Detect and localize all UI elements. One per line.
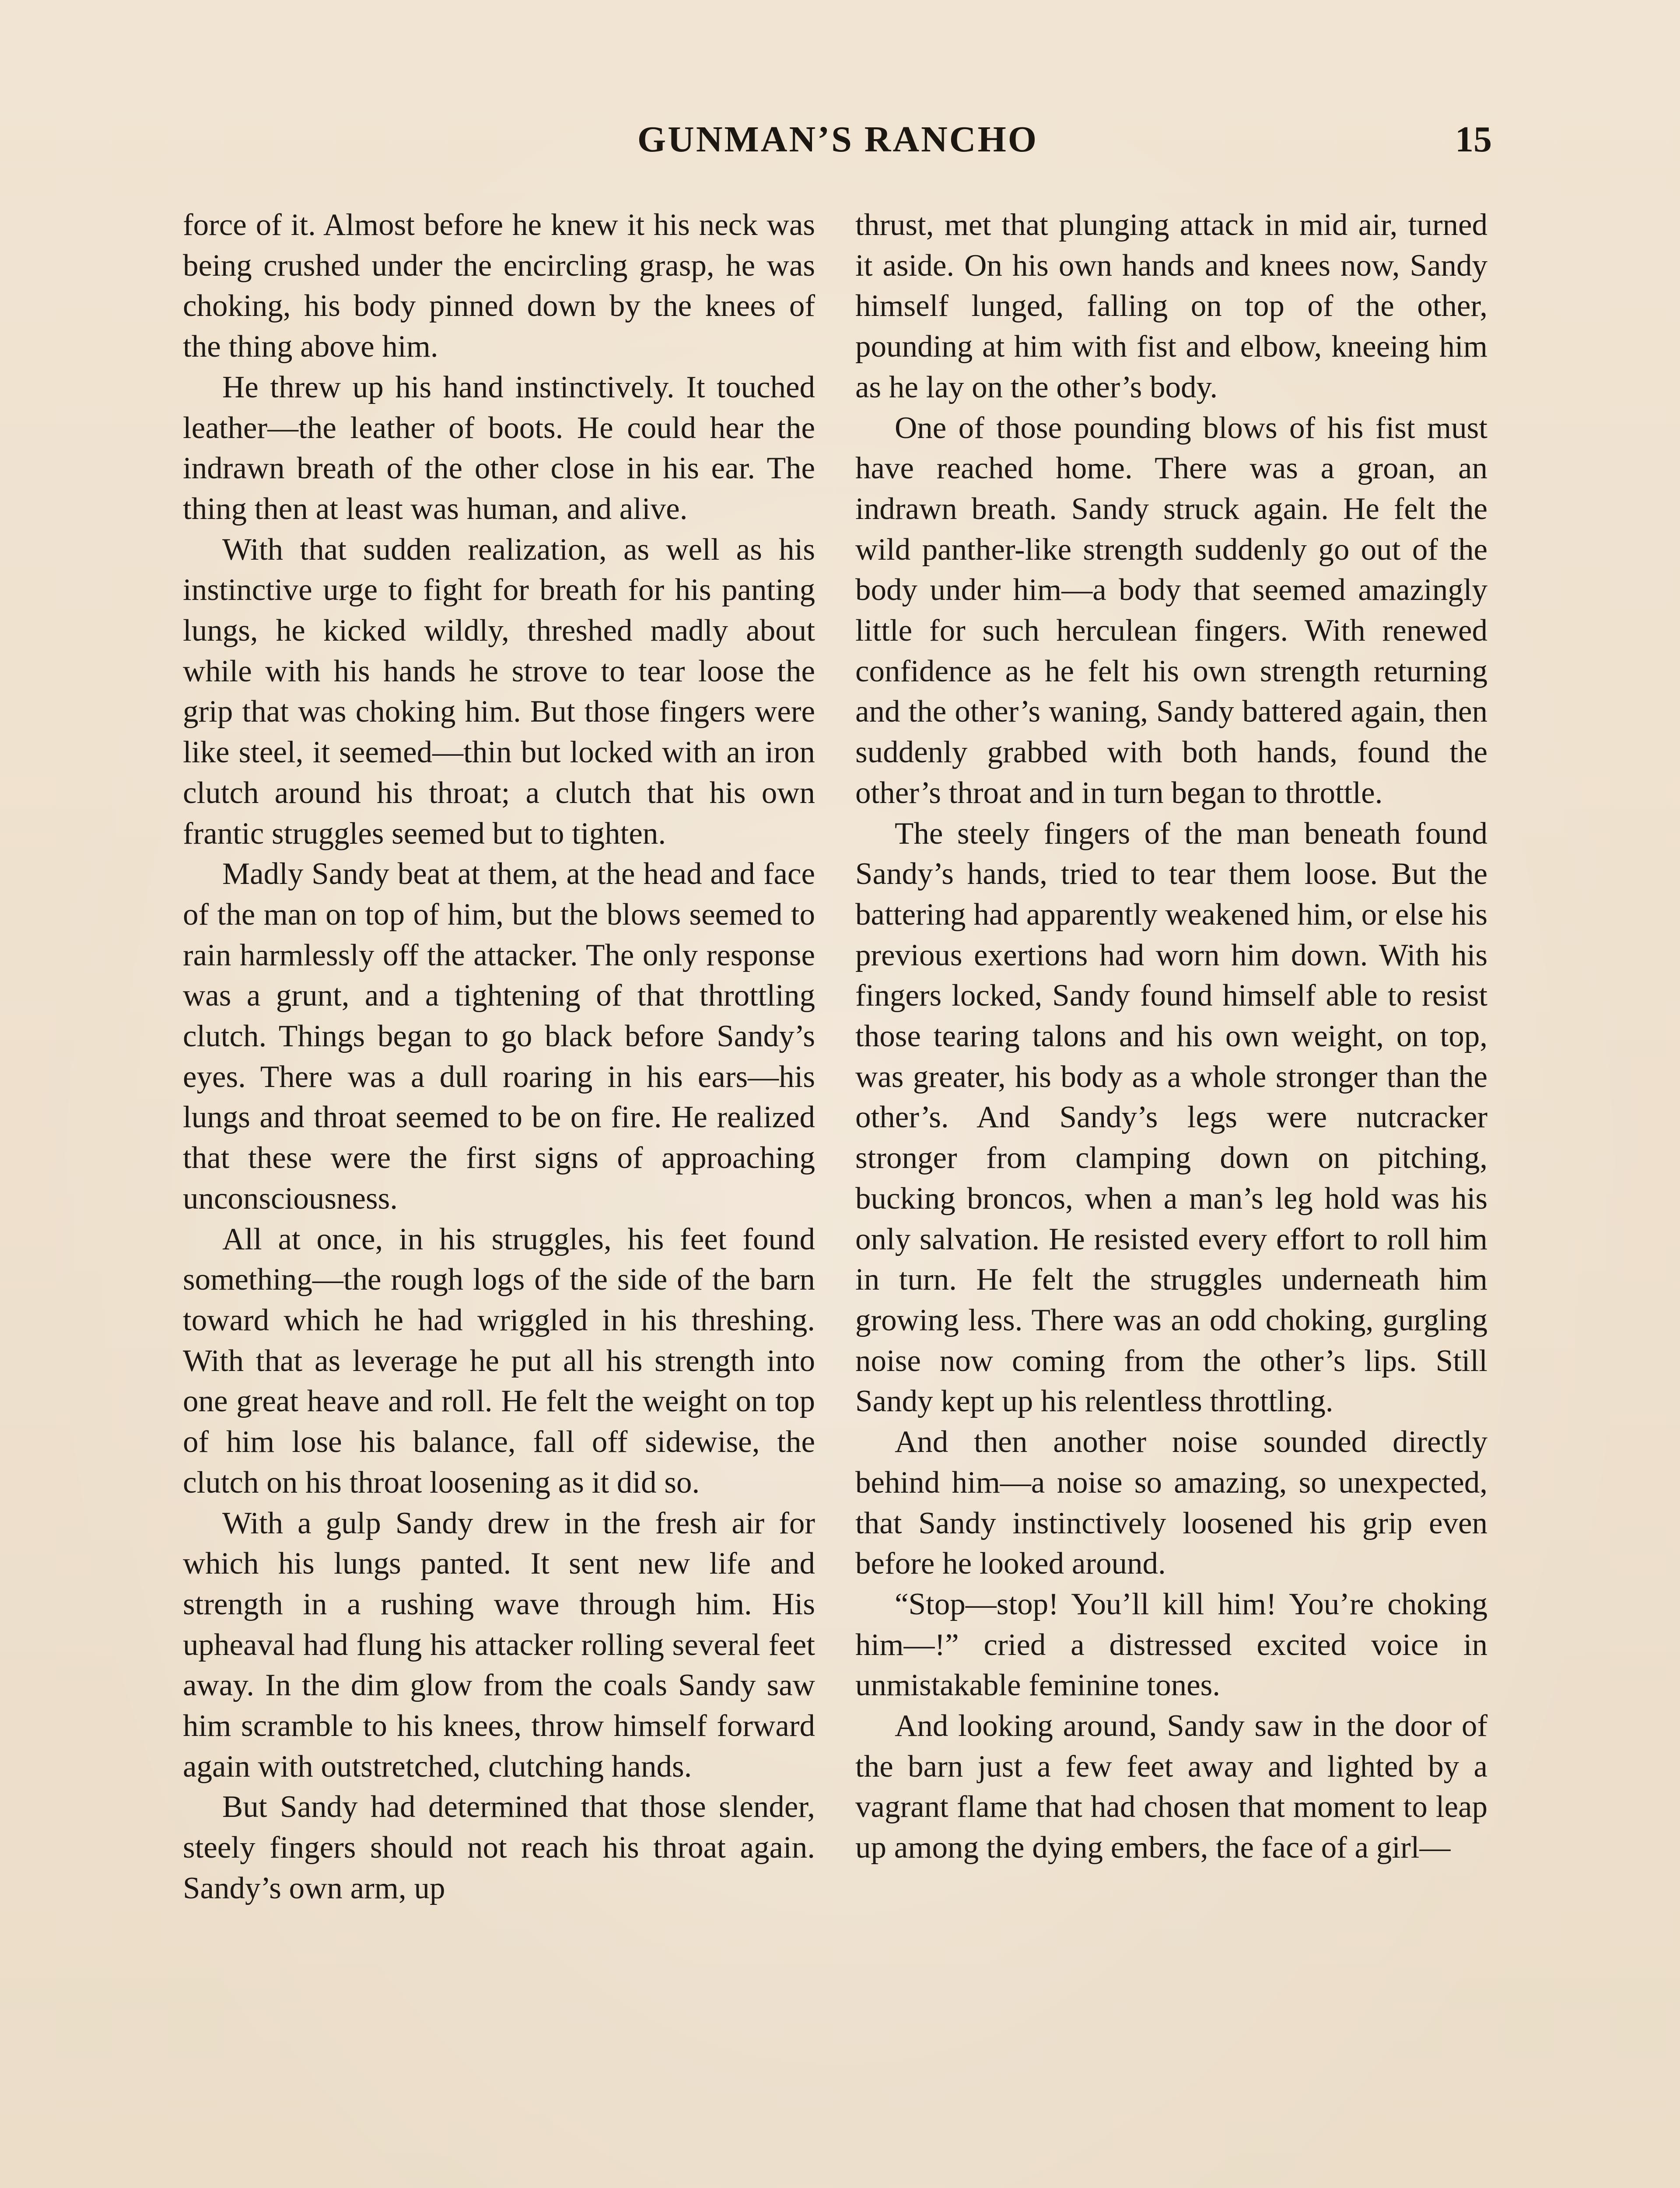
running-title: GUNMAN’S RANCHO	[637, 119, 1039, 160]
right-column	[855, 205, 1488, 1868]
paragraph: And looking around, Sandy saw in the door of the barn just a few feet away and lighted by a vagrant flame that had chosen that moment to leap up among the dying embers, the face of a girl—	[855, 1709, 1488, 1865]
paragraph: And then another noise sounded directly behind him—a noise so amazing, so unexpected, that Sandy instinctively loosened his grip even before he looked around.	[855, 1425, 1488, 1581]
paragraph: One of those pounding blows of his fist must have reached home. There was a groan, an indrawn breath. Sandy struck again. He felt the wild panther-like strength suddenly go out of the body under him—a body that seemed amazingly little for such herculean fingers. With renewed confidence as he felt his own strength returning and the other’s waning, Sandy battered again, then suddenly grabbed with both hands, found the other’s throat and in turn began to throttle.	[855, 410, 1488, 810]
paragraph: With that sudden realization, as well as his instinctive urge to fight for breath for his panting lungs, he kicked wildly, threshed madly about while with his hands he strove to tear loose the grip that was choking him. But those fingers were like steel, it seemed—thin but locked with an iron clutch around his throat; a clutch that his own frantic struggles seemed but to tighten.	[183, 532, 815, 851]
paragraph: He threw up his hand instinctively. It touched leather—the leather of boots. He could hear the indrawn breath of the other close in his ear. The thing then at least was human, and alive.	[183, 370, 815, 526]
paragraph: The steely fingers of the man beneath found Sandy’s hands, tried to tear them loose. But the battering had apparently weakened him, or else his previous exertions had worn him down. With his fingers locked, Sandy found himself able to resist those tearing talons and his own weight, on top, was greater, his body as a whole stronger than the other’s. And Sandy’s legs were nutcracker stronger from clamping down on pitching, bucking broncos, when a man’s leg hold was his only salvation. He resisted every effort to roll him in turn. He felt the struggles underneath him growing less. There was an odd choking, gurgling noise now coming from the other’s lips. Still Sandy kept up his relentless throttling.	[855, 816, 1488, 1419]
paragraph: thrust, met that plunging attack in mid air, turned it aside. On his own hands and knees now, Sandy himself lunged, falling on top of the other, pounding at him with fist and elbow, kneeing him as he lay on the other’s body.	[855, 208, 1488, 404]
paragraph: But Sandy had determined that those slender, steely fingers should not reach his throat again. Sandy’s own arm, up	[183, 1790, 815, 1905]
paragraph: “Stop—stop! You’ll kill him! You’re choking him—!” cried a distressed excited voice in unmistakable feminine tones.	[855, 1587, 1488, 1703]
paragraph: All at once, in his struggles, his feet found something—the rough logs of the side of the barn toward which he had wriggled in his threshing. With that as leverage he put all his strength into one great heave and roll. He felt the weight on top of him lose his balance, fall off sidewise, the clutch on his throat loosening as it did so.	[183, 1222, 815, 1500]
running-head	[184, 118, 1492, 171]
paragraph: force of it. Almost before he knew it his neck was being crushed under the encircling grasp, he was choking, his body pinned down by the knees of the thing above him.	[183, 208, 815, 364]
paragraph: Madly Sandy beat at them, at the head and face of the man on top of him, but the blows seemed to rain harmlessly off the attacker. The only response was a grunt, and a tightening of that throttling clutch. Things began to go black before Sandy’s eyes. There was a dull roaring in his ears—his lungs and throat seemed to be on fire. He realized that these were the first signs of approaching unconsciousness.	[183, 857, 815, 1216]
left-column	[183, 205, 815, 1909]
paragraph: With a gulp Sandy drew in the fresh air for which his lungs panted. It sent new life and strength in a rushing wave through him. His upheaval had flung his attacker rolling several feet away. In the dim glow from the coals Sandy saw him scramble to his knees, throw himself forward again with outstretched, clutching hands.	[183, 1506, 815, 1784]
page-number: 15	[1455, 119, 1492, 160]
